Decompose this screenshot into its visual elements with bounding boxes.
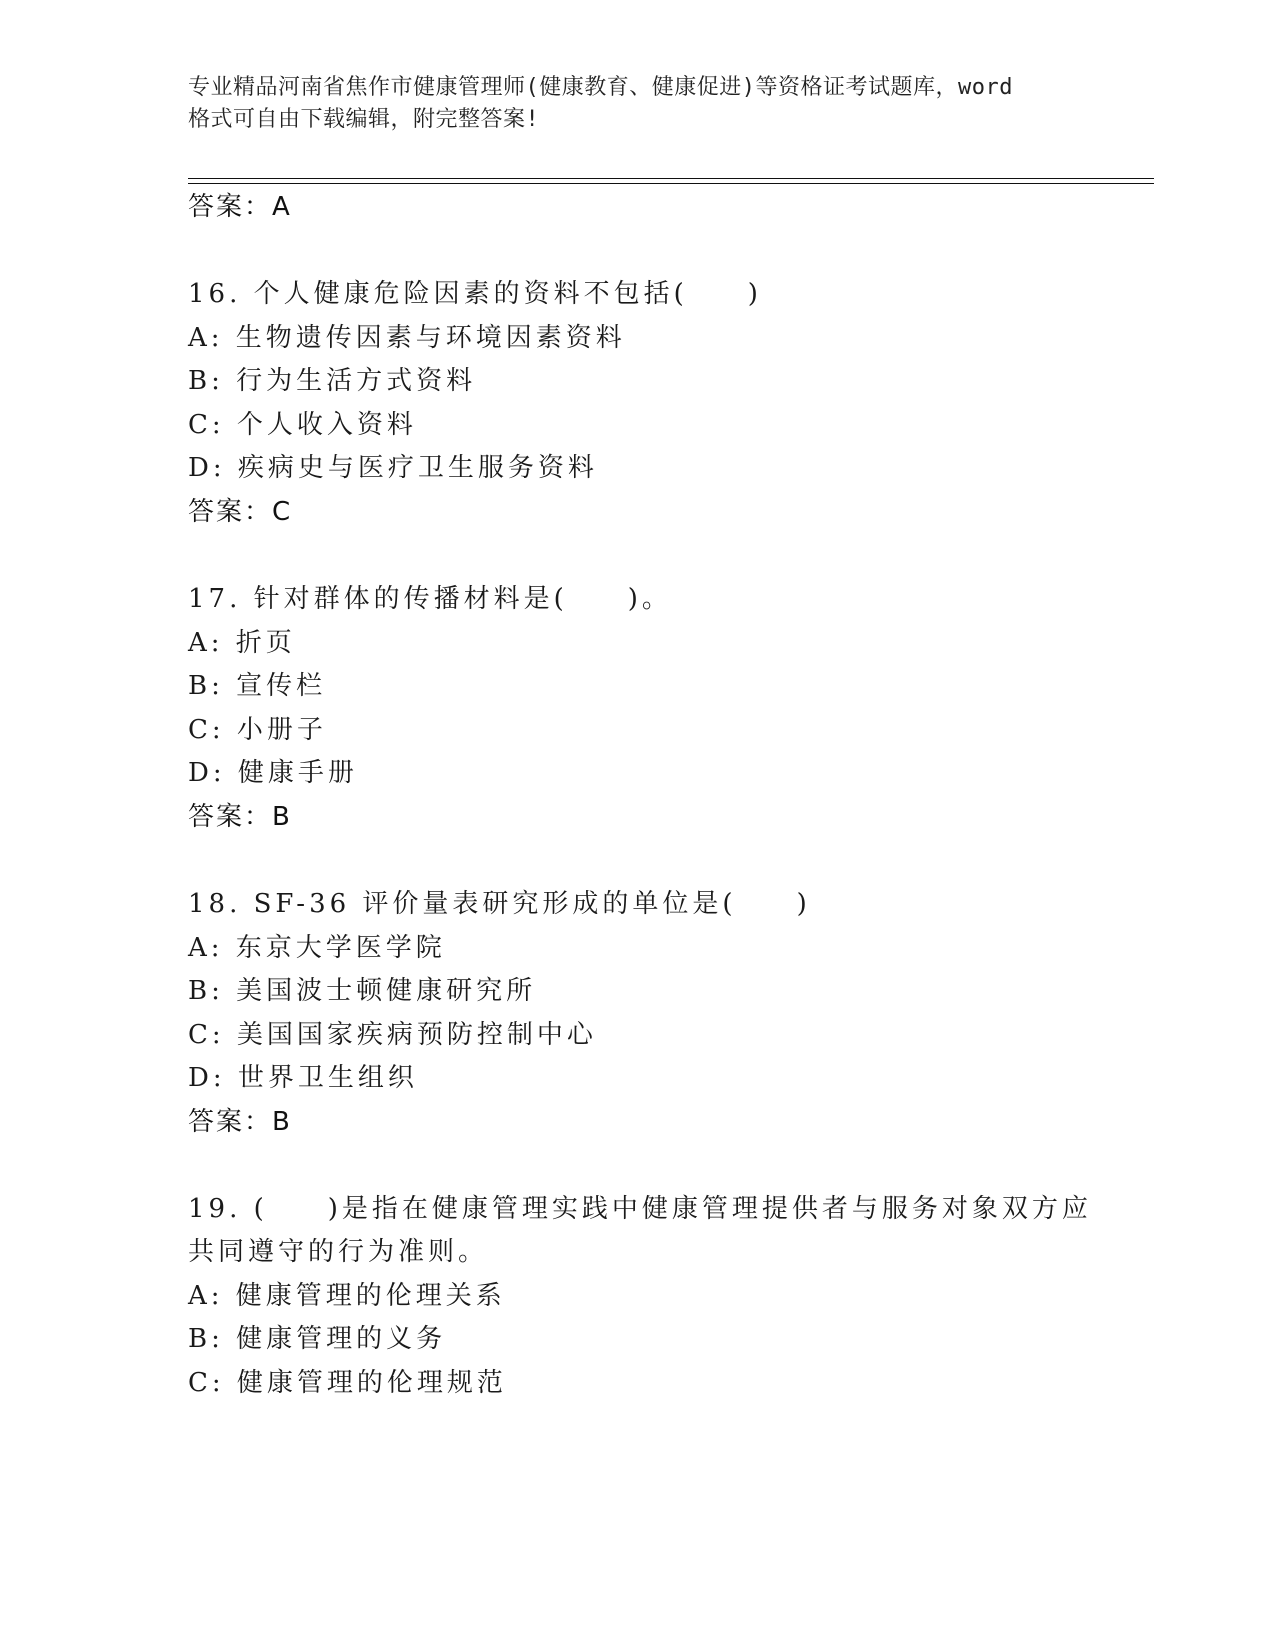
question-17-stem: 17. 针对群体的传播材料是( )。: [188, 584, 672, 614]
question-18-option-b: B: 美国波士顿健康研究所: [188, 976, 537, 1006]
question-18-option-d: D: 世界卫生组织: [188, 1063, 418, 1093]
question-19-stem-line-1: 19. ( )是指在健康管理实践中健康管理提供者与服务对象双方应: [188, 1194, 1092, 1224]
answer-16: 答案：C: [188, 497, 293, 527]
question-18-option-c: C: 美国国家疾病预防控制中心: [188, 1020, 597, 1050]
question-17-option-b: B: 宣传栏: [188, 671, 327, 701]
answer-18: 答案：B: [188, 1107, 292, 1137]
answer-17: 答案：B: [188, 802, 292, 832]
header-rule-bottom: [188, 183, 1154, 184]
answer-15: 答案：A: [188, 192, 292, 222]
question-19-stem-line-2: 共同遵守的行为准则。: [188, 1237, 489, 1267]
header-rule-top: [188, 178, 1154, 179]
question-17-option-a: A: 折页: [188, 628, 296, 658]
question-16-stem: 16. 个人健康危险因素的资料不包括( ): [188, 279, 762, 309]
question-19-option-b: B: 健康管理的义务: [188, 1324, 447, 1354]
question-18-stem: 18. SF-36 评价量表研究形成的单位是( ): [188, 889, 811, 919]
question-19-option-a: A: 健康管理的伦理关系: [188, 1281, 506, 1311]
question-17-option-c: C: 小册子: [188, 715, 327, 745]
question-18-option-a: A: 东京大学医学院: [188, 933, 446, 963]
question-17-option-d: D: 健康手册: [188, 758, 358, 788]
question-16-option-d: D: 疾病史与医疗卫生服务资料: [188, 453, 598, 483]
question-16-option-c: C: 个人收入资料: [188, 410, 417, 440]
question-16-option-b: B: 行为生活方式资料: [188, 366, 477, 396]
header-line-2: 格式可自由下载编辑，附完整答案!: [188, 107, 540, 132]
question-19-option-c: C: 健康管理的伦理规范: [188, 1368, 507, 1398]
question-16-option-a: A: 生物遗传因素与环境因素资料: [188, 323, 626, 353]
header-line-1: 专业精品河南省焦作市健康管理师(健康教育、健康促进)等资格证考试题库，word: [188, 75, 1013, 100]
page-header: [188, 72, 1088, 136]
